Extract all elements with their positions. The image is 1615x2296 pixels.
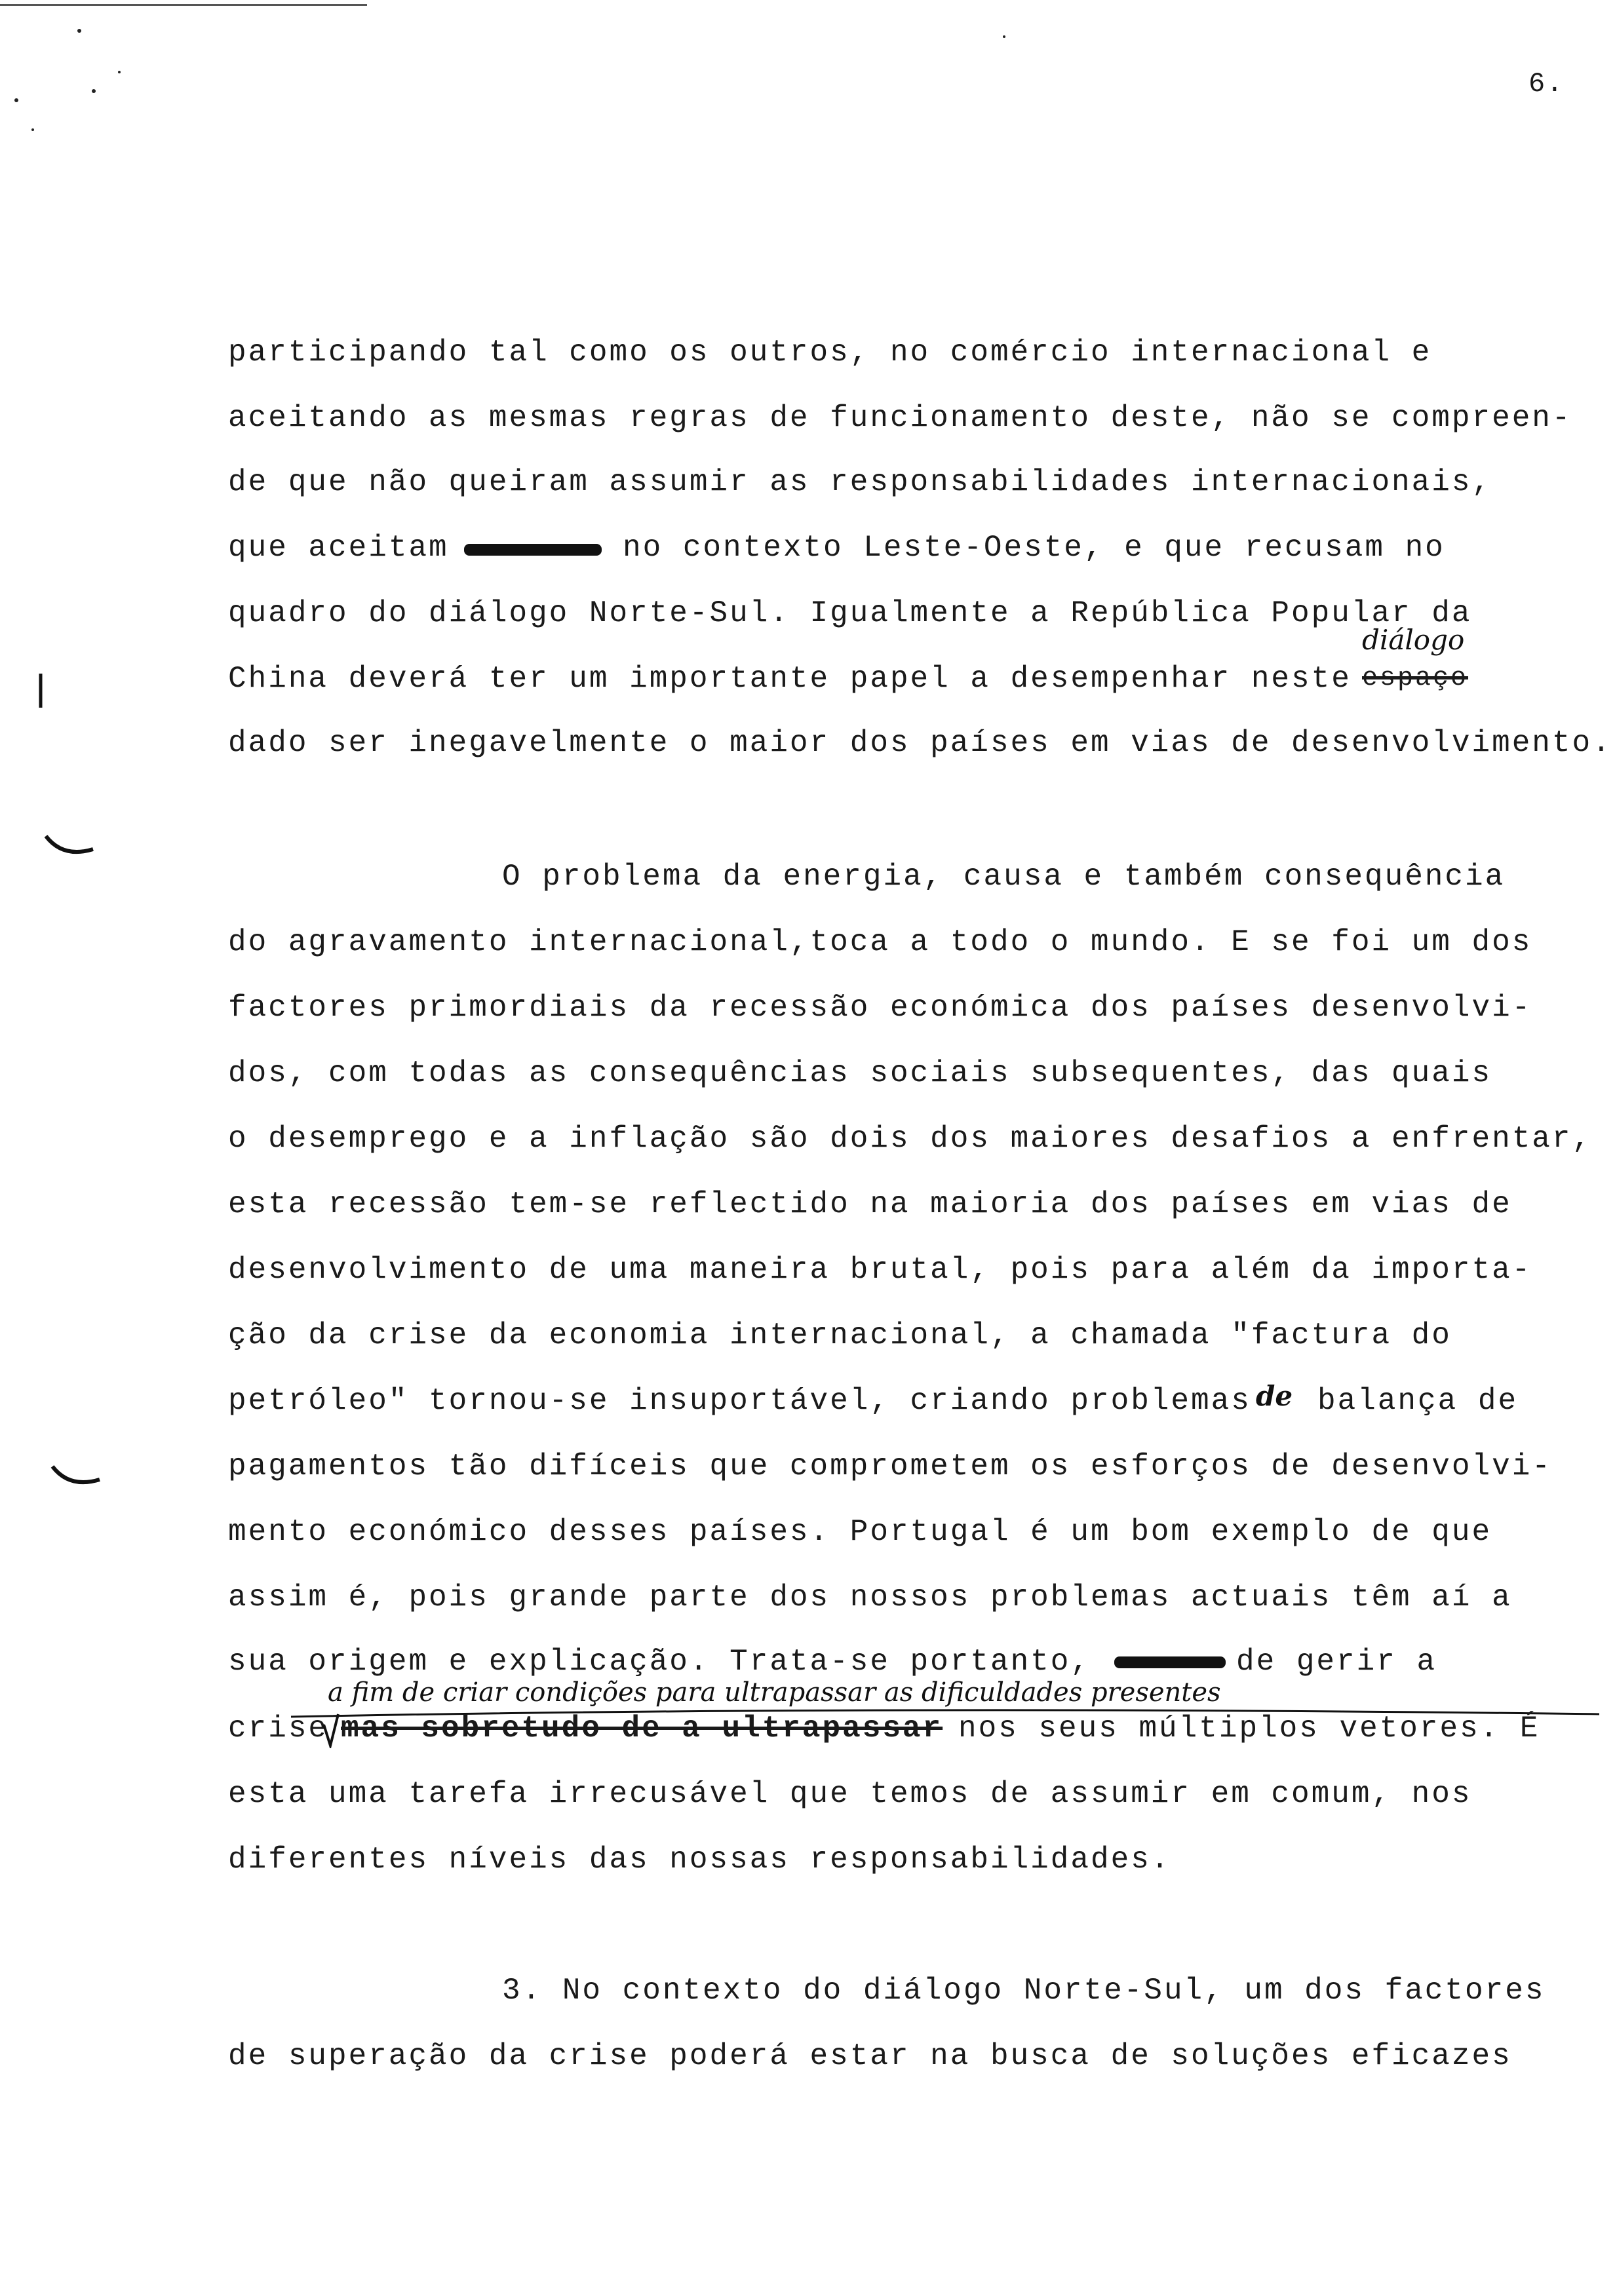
page-number: 6. [1528, 68, 1565, 100]
scan-speck [1003, 35, 1005, 38]
text-line: esta uma tarefa irrecusável que temos de assumir em comum, nos [228, 1777, 1472, 1811]
text-line: dos, com todas as consequências sociais subsequentes, das quais [228, 1056, 1492, 1090]
text-line: diferentes níveis das nossas responsabilidades. [228, 1843, 1171, 1877]
text-line: crise [228, 1712, 329, 1746]
text-line: mento económico desses países. Portugal é um bom exemplo de que [228, 1515, 1492, 1549]
struck-word: espaço [1362, 664, 1469, 693]
text-line: ção da crise da economia internacional, a chamada "factura do [228, 1318, 1452, 1352]
insertion-caret [321, 1712, 341, 1748]
text-line: do agravamento internacional,toca a todo o mundo. E se foi um dos [228, 925, 1532, 959]
text-line: petróleo" tornou-se insuportável, criando problemas [228, 1384, 1251, 1418]
margin-curve-mark [43, 830, 96, 862]
margin-tick-mark [34, 671, 47, 710]
text-line: factores primordiais da recessão económica dos países desenvolvi- [228, 991, 1532, 1025]
scan-speck [118, 71, 121, 73]
text-line: quadro do diálogo Norte-Sul. Igualmente a República Popular da [228, 596, 1472, 630]
struck-phrase: mas sobretudo de a ultrapassar [341, 1712, 943, 1746]
text-line: desenvolvimento de uma maneira brutal, pois para além da importa- [228, 1253, 1532, 1287]
text-line: dado ser inegavelmente o maior dos países em vias de desenvolvimento. [228, 726, 1612, 760]
text-line: de que não queiram assumir as responsabilidades internacionais, [228, 465, 1492, 499]
scan-speck [31, 128, 34, 131]
ink-blot-redaction [464, 544, 602, 556]
text-line: aceitando as mesmas regras de funcionamento deste, não se compreen- [228, 401, 1572, 435]
scan-speck [14, 98, 18, 102]
handwritten-insertion: a fim de criar condições para ultrapassar as dificuldades presentes [328, 1677, 1221, 1708]
text-line: pagamentos tão difíceis que comprometem os esforços de desenvolvi- [228, 1449, 1552, 1483]
margin-curve-mark [50, 1460, 102, 1493]
text-line: 3. No contexto do diálogo Norte-Sul, um dos factores [502, 1974, 1546, 2008]
handwritten-dialogo: diálogo [1362, 624, 1465, 656]
handwritten-de: de [1256, 1380, 1293, 1412]
text-line: de gerir a [1236, 1645, 1437, 1679]
text-line: balança de [1317, 1384, 1519, 1418]
text-line: no contexto Leste-Oeste, e que recusam no [623, 531, 1445, 565]
text-line: O problema da energia, causa e também consequência [502, 860, 1506, 894]
text-line: que aceitam [228, 531, 449, 565]
text-line: o desemprego e a inflação são dois dos maiores desafios a enfrentar, [228, 1122, 1593, 1156]
scan-speck [92, 89, 96, 93]
text-line: sua origem e explicação. Trata-se portanto, [228, 1645, 1091, 1679]
text-line: esta recessão tem-se reflectido na maioria dos países em vias de [228, 1187, 1512, 1221]
text-line: de superação da crise poderá estar na busca de soluções eficazes [228, 2039, 1512, 2073]
scan-speck [77, 29, 81, 33]
text-line: assim é, pois grande parte dos nossos problemas actuais têm aí a [228, 1580, 1512, 1615]
ink-blot-redaction [1114, 1656, 1226, 1668]
text-line: nos seus múltiplos vetores. É [958, 1712, 1540, 1746]
text-line: participando tal como os outros, no comércio internacional e [228, 335, 1432, 370]
text-line: China deverá ter um importante papel a desempenhar neste [228, 662, 1352, 696]
scan-edge-line [0, 4, 367, 6]
